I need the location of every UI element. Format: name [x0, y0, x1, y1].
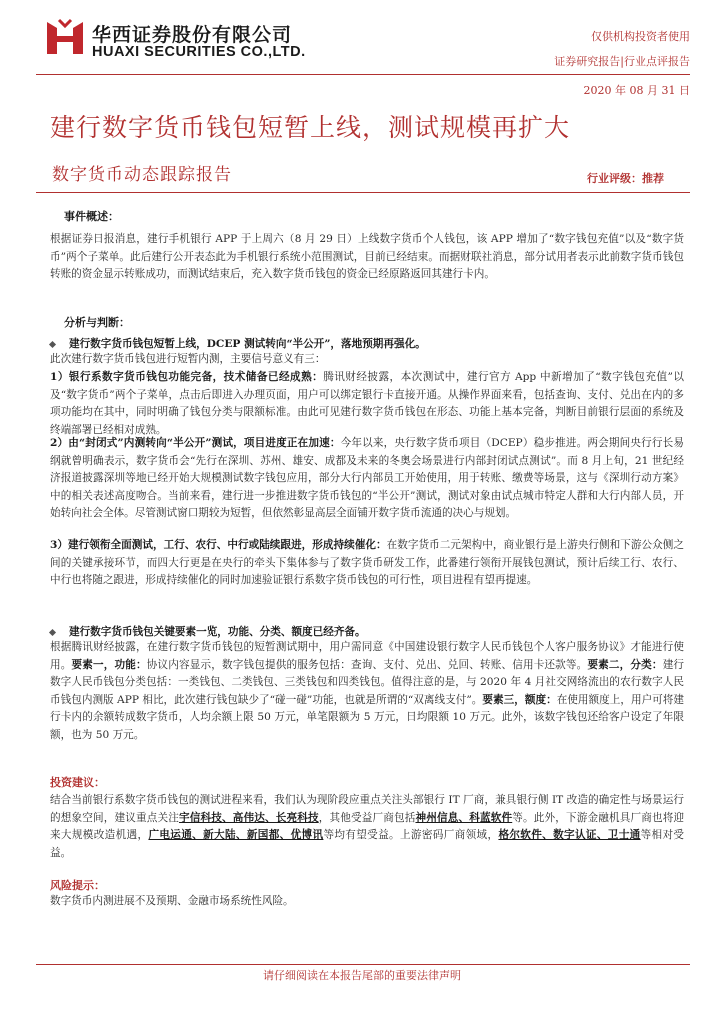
advice-heading: 投资建议： [50, 776, 105, 789]
bullet-1-text: 建行数字货币钱包短暂上线，DCEP 测试转向“半公开”，落地预期再强化。 [69, 338, 426, 350]
key-stocks-3: 广电运通、新大陆、新国都、优博讯 [148, 829, 324, 842]
event-text: 根据证券日报消息，建行手机银行 APP 于上周六（8 月 29 日）上线数字货币个人钱包，该 APP 增加了“数字钱包充值”以及“数字货币”两个子菜单。此后建行公开表态此为手机银行系统小范围测试，目前已经结束。而据财联社消息，部分试用者表示此前数字货币钱包转账的资金显示转账成功，而测试结束后，充入数字货币钱包的资金已经原路返回其建行卡内。 [50, 233, 684, 281]
element-3-text: 在使用额度上，用户可将建行卡内的余额转成数字货币，人均余额上限 50 万元，单笔限额为 5 万元，日均限额 10 万元。此外，该数字钱包还给客户设定了年限额，也为 50 万元。 [50, 693, 685, 741]
risk-heading: 风险提示： [50, 879, 105, 892]
point-2-text: 今年以来，央行数字货币项目（DCEP）稳步推进。两会期间央行行长易纲就曾明确表示，数字货币会“先行在深圳、苏州、雄安、成都及未来的冬奥会场景进行内部封闭试点测试”。而 8 月上旬，21 世纪经济报道披露深圳等地已经开始大规模测试数字钱包应用，部分大行内部员工开始使用，用于转账、缴费等场景，这与《深圳行动方案》中的相关表述高度吻合。当前来看，建行进一步推进数字货币钱包的“半公开”测试，测试对象由试点城市特定人群和大行内部人员，开始转向社会全体。尽管测试窗口期较为短暂，但依然彰显高层全面铺开数字货币流通的决心与规划。 [50, 437, 684, 520]
bullet-1 [50, 336, 684, 351]
advice-part-1: 结合当前银行系数字货币钱包的测试进程来看，我们认为现阶段应重点关注头部银行 IT 厂商，兼具银行侧 IT 改造的确定性与场景运行的想象空间，建议重点关注 [50, 794, 684, 824]
advice-part-2: ，其他受益厂商包括 [318, 811, 416, 824]
bullet-2-text: 建行数字货币钱包关键要素一览，功能、分类、额度已经齐备。 [69, 626, 366, 638]
huaxi-logo-icon [45, 18, 85, 56]
subtitle-divider [36, 192, 690, 193]
brand-name-en: HUAXI SECURITIES CO.,LTD. [92, 44, 306, 60]
analysis-intro: 此次建行数字货币钱包进行短暂内测，主要信号意义有三： [50, 353, 326, 365]
elements-intro: 根据腾讯财经披露，在建行数字货币钱包的短暂测试期中，用户需同意《中国建设银行数字人民币钱包个人客户服务协议》才能进行使用。 [50, 641, 684, 671]
advice-part-4: 等均有望受益。上游密码厂商领域， [323, 829, 499, 842]
key-stocks-2: 神州信息、科蓝软件 [415, 811, 513, 824]
bullet-diamond-icon [49, 340, 56, 347]
report-title: 建行数字货币钱包短暂上线，测试规模再扩大 [50, 113, 571, 142]
analysis-point-3 [50, 537, 684, 590]
report-date: 2020 年 08 月 31 日 [583, 84, 690, 97]
bullet-diamond-icon [49, 628, 56, 635]
report-subtitle: 数字货币动态跟踪报告 [52, 165, 232, 185]
analysis-point-1 [50, 369, 684, 439]
industry-rating: 行业评级：推荐 [587, 172, 664, 185]
audience-label: 仅供机构投资者使用 [591, 30, 690, 43]
event-heading: 事件概述： [64, 210, 119, 223]
brand-name-cn: 华西证券股份有限公司 [92, 24, 293, 46]
point-1-text: 腾讯财经披露，本次测试中，建行官方 App 中新增加了“数字钱包充值”以及“数字货币”两个子菜单，点击后即进入办理页面，用户可以绑定银行卡直接开通。从操作界面来看，包括查询、支付、兑出在内的多项功能均在其中，同时明确了钱包分类与限额标准。由此可见建行数字货币钱包在形态、功能上基本完备，判断目前银行层面的系统及终端部署已经相对成熟。 [50, 371, 684, 436]
key-stocks-1: 宇信科技、高伟达、长亮科技 [178, 811, 319, 824]
key-stocks-4: 格尔软件、数字认证、卫士通 [498, 829, 641, 842]
point-2-heading: 2）由“封闭式”内测转向“半公开”测试，项目进度正在加速： [50, 437, 341, 449]
footer-divider [36, 964, 690, 965]
analysis-elements [50, 639, 684, 745]
advice-part-3: 等。此外，下游金融机具厂商也将迎来大规模改造机遇， [50, 811, 685, 842]
element-3-label: 要素三，额度： [482, 693, 557, 706]
point-3-heading: 3）建行领衔全面测试，工行、农行、中行或陆续跟进，形成持续催化： [50, 539, 387, 551]
point-1-heading: 1）银行系数字货币钱包功能完备，技术储备已经成熟： [50, 371, 324, 383]
point-3-text: 在数字货币二元架构中，商业银行是上游央行侧和下游公众侧之间的关键承接环节，而四大行更是在央行的牵头下集体参与了数字货币研发工作，此番建行领衔开展钱包测试，预计后续工行、农行、中行也将随之跟进，形成持续催化的同时加速验证银行系数字货币钱包的可行性，项目进程有望再提速。 [50, 539, 684, 587]
advice-text [50, 792, 684, 862]
element-2-text: 建行数字人民币钱包分类包括：一类钱包、二类钱包、三类钱包和四类钱包。值得注意的是，与 2020 年 4 月社交网络流出的农行数字人民币钱包内测版 APP 相比，此次建行钱包缺少了“碰一碰”功能，也就是所谓的“双离线支付”。 [50, 658, 685, 706]
risk-text: 数字货币内测进展不及预期、金融市场系统性风险。 [50, 895, 294, 907]
report-category: 证券研究报告|行业点评报告 [554, 55, 690, 68]
analysis-heading: 分析与判断： [64, 316, 130, 329]
element-2-label: 要素二，分类： [587, 658, 663, 671]
element-1-label: 要素一，功能： [71, 658, 147, 671]
analysis-point-2 [50, 435, 684, 523]
advice-part-5: 等相对受益。 [50, 829, 685, 859]
bullet-2 [50, 624, 684, 639]
header-divider [36, 74, 690, 75]
legal-notice-footer: 请仔细阅读在本报告尾部的重要法律声明 [263, 969, 461, 982]
element-1-text: 协议内容显示，数字钱包提供的服务包括：查询、支付、兑出、兑回、转账、信用卡还款等。 [146, 658, 588, 671]
